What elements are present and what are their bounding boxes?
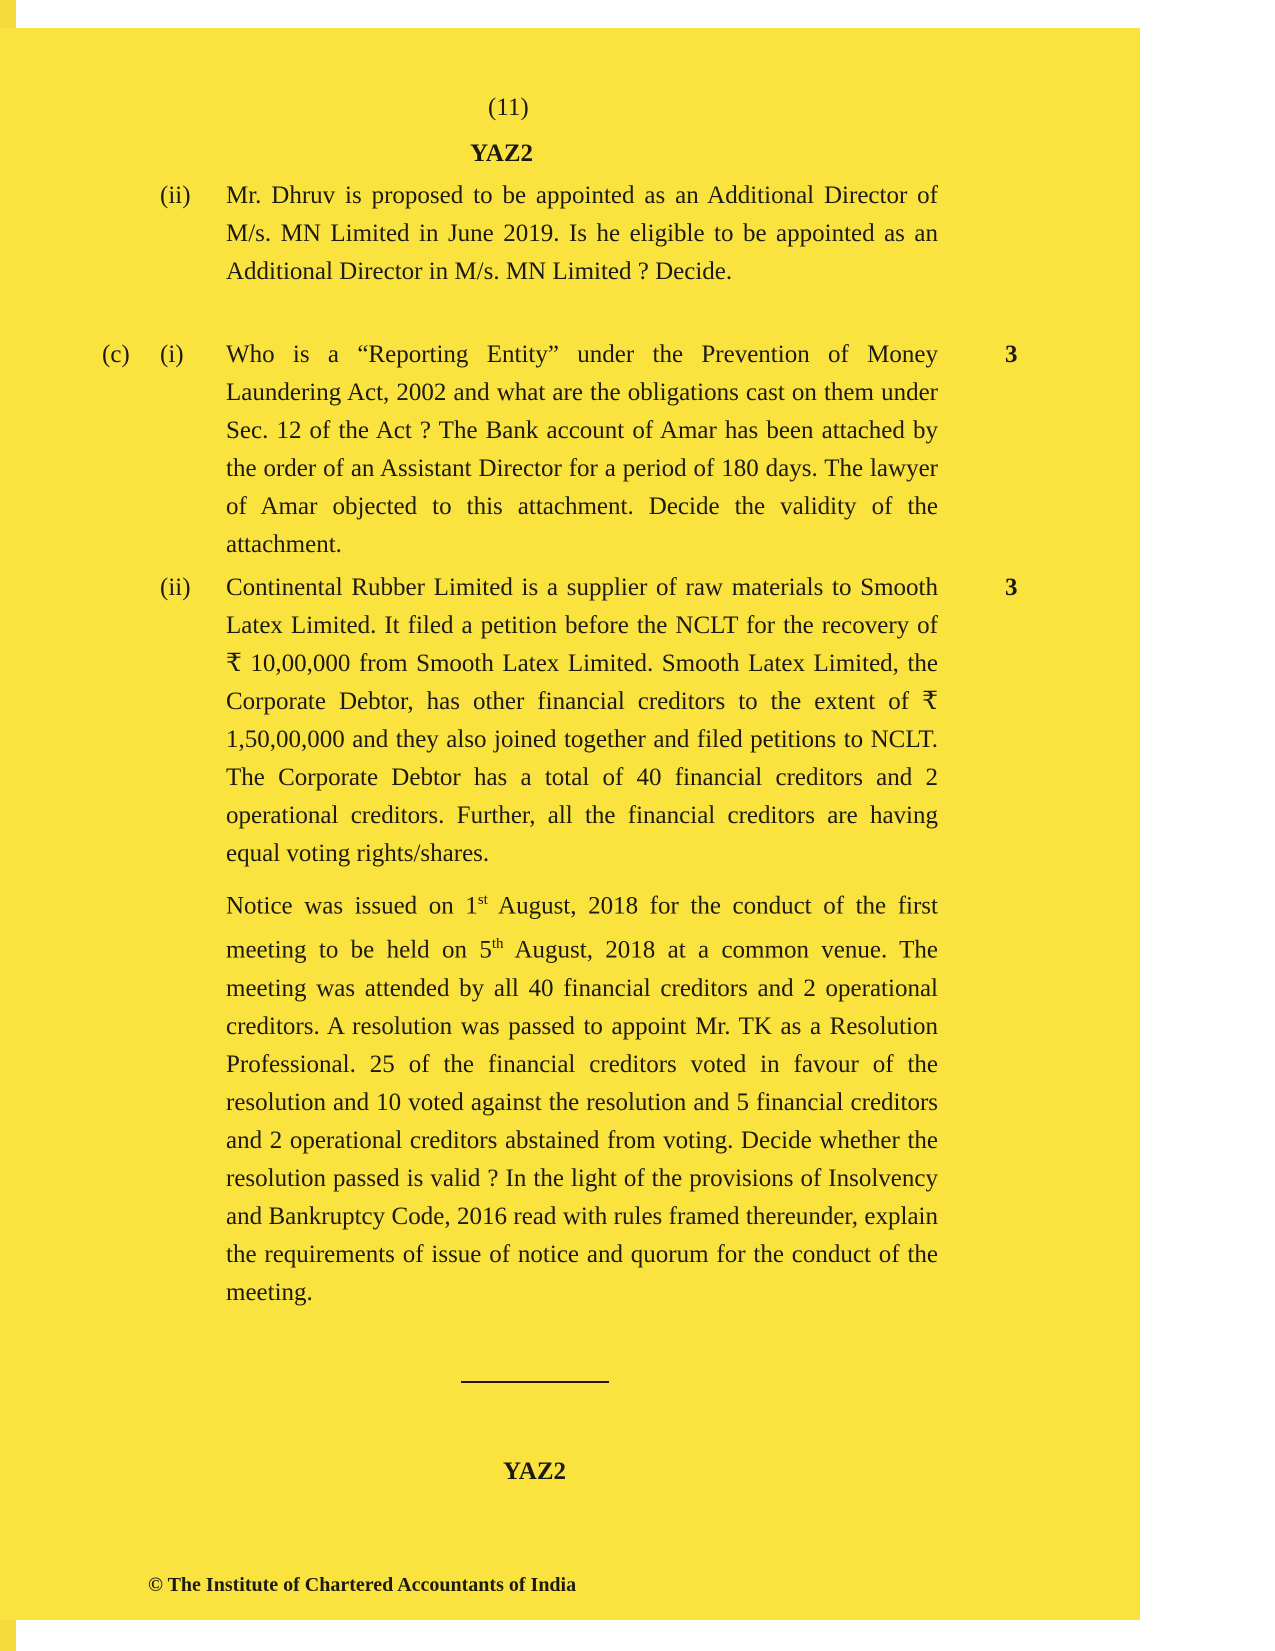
question-c-i-label: (i) <box>160 341 184 368</box>
question-b-ii-text: Mr. Dhruv is proposed to be appointed as an Additional Director of M/s. MN Limited in June 2019. Is he eligible to be appointed as an Additional Director in M/s. MN Limited ? Decide. <box>226 182 938 285</box>
notice-superscript-2: th <box>491 936 504 953</box>
page-number: (11) <box>488 94 529 121</box>
end-rule-divider <box>461 1381 609 1383</box>
question-c-label: (c) <box>102 341 130 368</box>
paper-code-footer: YAZ2 <box>503 1458 566 1485</box>
paper-code-header: YAZ2 <box>470 140 533 167</box>
exam-page <box>0 28 1140 1620</box>
question-c-ii-label: (ii) <box>160 574 191 601</box>
notice-text-start: Notice was issued on 1 <box>226 892 478 920</box>
question-c-ii-notice-paragraph <box>226 881 938 1312</box>
question-b-ii-label: (ii) <box>160 182 191 209</box>
question-c-ii-marks: 3 <box>1005 574 1018 601</box>
question-c-i-text: Who is a “Reporting Entity” under the Prevention of Money Laundering Act, 2002 and what are the obligations cast on them under Sec. 12 of the Act ? The Bank account of Amar has been attached by the order of an Assistant Director for a period of 180 days. The lawyer of Amar objected to this attachment. Decide the validity of the attachment. <box>226 341 938 558</box>
notice-superscript-1: st <box>477 892 488 908</box>
question-c-ii-text: Continental Rubber Limited is a supplier of raw materials to Smooth Latex Limited. It filed a petition before the NCLT for the recovery of ₹ 10,00,000 from Smooth Latex Limited. Smooth Latex Limited, the Corporate Debtor, has other financial creditors to the extent of ₹ 1,50,00,000 and they also joined together and filed petitions to NCLT. The Corporate Debtor has a total of 40 financial creditors and 2 operational creditors. Further, all the financial creditors are having equal voting rights/shares. <box>226 574 938 867</box>
question-c-i-marks: 3 <box>1005 341 1018 368</box>
notice-text-middle: August, 2018 for the conduct of the first meeting to be held on 5 <box>226 892 938 964</box>
notice-text-end: August, 2018 at a common venue. The meeting was attended by all 40 financial creditors and 2 operational creditors. A resolution was passed to appoint Mr. TK as a Resolution Professional. 25 of the financial creditors voted in favour of the resolution and 10 voted against the resolution and 5 financial creditors and 2 operational creditors abstained from voting. Decide whether the resolution passed is valid ? In the light of the provisions of Insolvency and Bankruptcy Code, 2016 read with rules framed thereunder, explain the requirements of issue of notice and quorum for the conduct of the meeting. <box>226 936 938 1306</box>
copyright-notice: © The Institute of Chartered Accountants of India <box>148 1574 577 1596</box>
